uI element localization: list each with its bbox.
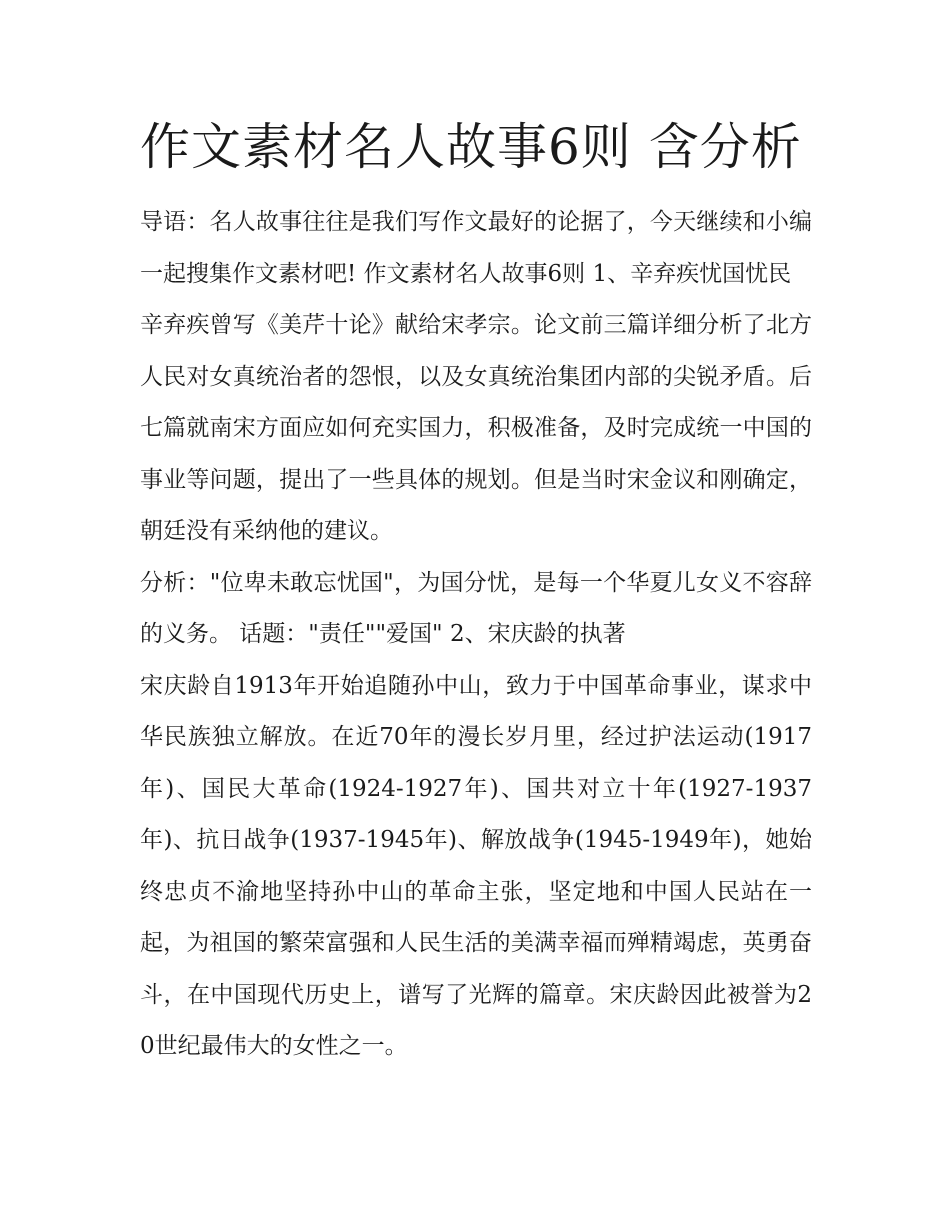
paragraph-song-qingling: 宋庆龄自1913年开始追随孙中山，致力于中国革命事业，谋求中华民族独立解放。在近70年的漫长岁月里，经过护法运动(1917年)、国民大革命(1924-1927年)、国共对立十年(1927-1937年)、抗日战争(1937-1945年)、解放战争(1945-1949年)，她始终忠贞不渝地坚持孙中山的革命主张，坚定地和中国人民站在一起，为祖国的繁荣富强和人民生活的美满幸福而殚精竭虑，英勇奋斗，在中国现代历史上，谱写了光辉的篇章。宋庆龄因此被誉为20世纪最伟大的女性之一。: [140, 672, 812, 1059]
document-body: [140, 197, 812, 1073]
document-title: 作文素材名人故事6则 含分析: [140, 118, 802, 176]
paragraph-analysis: 分析："位卑未敢忘忧国"，为国分忧，是每一个华夏儿女义不容辞的义务。 话题："责任""爱国" 2、宋庆龄的执著: [140, 569, 812, 647]
paragraph-intro: 导语：名人故事往往是我们写作文最好的论据了，今天继续和小编一起搜集作文素材吧! 作文素材名人故事6则 1、辛弃疾忧国忧民: [140, 209, 812, 287]
paragraph-xin-qiji: 辛弃疾曾写《美芹十论》献给宋孝宗。论文前三篇详细分析了北方人民对女真统治者的怨恨，以及女真统治集团内部的尖锐矛盾。后七篇就南宋方面应如何充实国力，积极准备，及时完成统一中国的事业等问题，提出了一些具体的规划。但是当时宋金议和刚确定，朝廷没有采纳他的建议。: [140, 312, 812, 544]
